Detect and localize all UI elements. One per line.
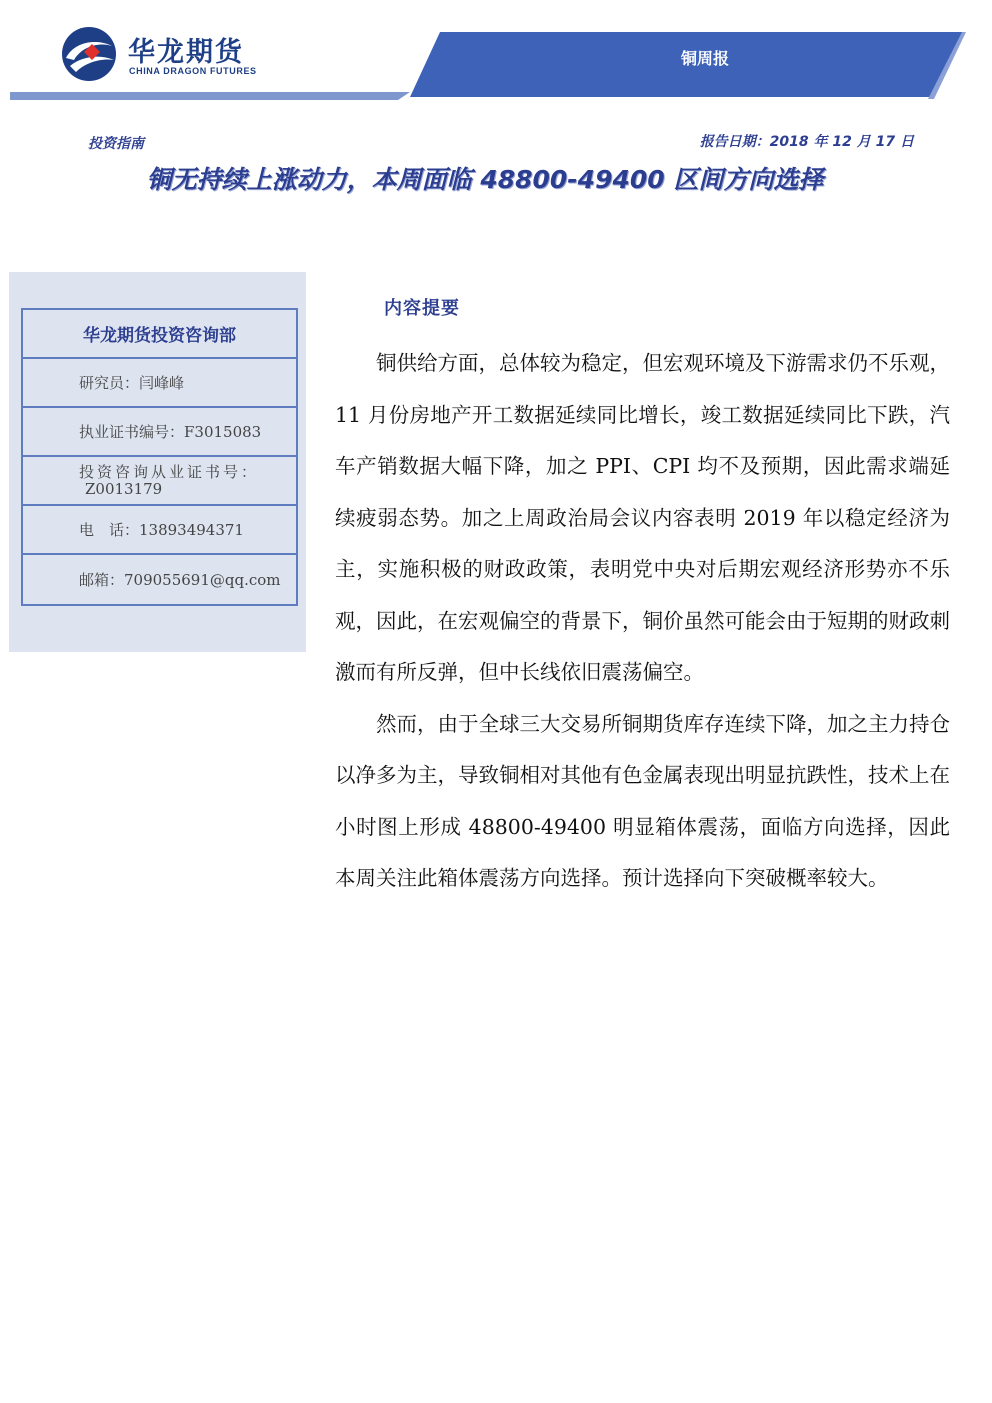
report-title: 铜无持续上涨动力，本周面临 48800-49400 区间方向选择: [146, 165, 824, 194]
email-row: [23, 555, 296, 604]
department-name: 华龙期货投资咨询部: [23, 310, 296, 359]
report-type-label: 铜周报: [680, 49, 729, 68]
summary-body: [335, 338, 950, 905]
logo-icon: [62, 27, 116, 81]
analyst-info-panel: [9, 272, 306, 652]
page-header: [0, 0, 992, 110]
summary-heading: 内容提要: [384, 298, 460, 319]
advisory-cert-row: [23, 457, 296, 506]
advisory-cert-number: Z0013179: [85, 479, 163, 498]
analyst-info-table: [21, 308, 298, 606]
summary-paragraph: 然而，由于全球三大交易所铜期货库存连续下降，加之主力持仓以净多为主，导致铜相对其他有色金属表现出明显抗跌性，技术上在小时图上形成 48800-49400 明显箱体震荡，面临方向选择，因此本周关注此箱体震荡方向选择。预计选择向下突破概率较大。: [335, 711, 950, 890]
analyst-name: 研究员：闫峰峰: [79, 374, 185, 392]
license-number: 执业证书编号：F3015083: [79, 423, 262, 441]
analyst-name-row: [23, 359, 296, 408]
phone-row: [23, 506, 296, 555]
advisory-cert-label: 投资咨询从业证书号：: [79, 462, 260, 481]
summary-paragraph: 铜供给方面，总体较为稳定，但宏观环境及下游需求仍不乐观，11 月份房地产开工数据延续同比增长，竣工数据延续同比下跌，汽车产销数据大幅下降，加之 PPI、CPI 均不及预期，因此需求端延续疲弱态势。加之上周政治局会议内容表明 2019 年以稳定经济为主，实施积极的财政政策，表明党中央对后期宏观经济形势亦不乐观，因此，在宏观偏空的背景下，铜价虽然可能会由于短期的财政刺激而有所反弹，但中长线依旧震荡偏空。: [335, 351, 950, 684]
header-underline: [10, 92, 410, 100]
phone-number: 电 话：13893494371: [79, 521, 244, 539]
license-number-row: [23, 408, 296, 457]
report-date: 报告日期：2018 年 12 月 17 日: [699, 134, 914, 150]
logo-english-name: CHINA DRAGON FUTURES: [129, 66, 257, 76]
logo-chinese-name: 华龙期货: [128, 37, 244, 68]
email-address: 邮箱：709055691@qq.com: [79, 571, 281, 589]
report-category: 投资指南: [88, 136, 144, 152]
